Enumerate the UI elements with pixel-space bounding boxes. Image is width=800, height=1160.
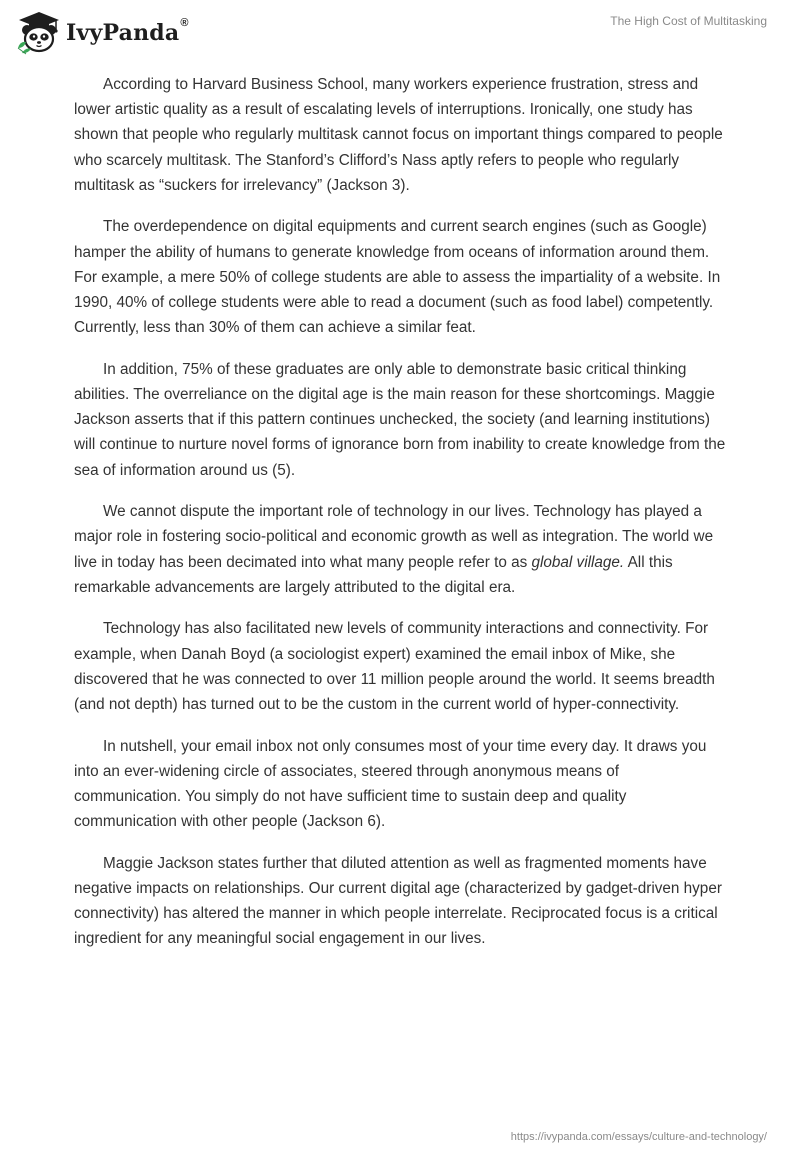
page-header	[0, 0, 800, 60]
paragraph-7: Maggie Jackson states further that diluted attention as well as fragmented moments have negative impacts on relationships. Our current digital age (characterized by gadget-driven hyper connectivity) has altered the manner in which people interrelate. Reciprocated focus is a critical ingredient for any meaningful social engagement in our lives.	[74, 854, 722, 948]
brand-name	[66, 17, 189, 46]
paragraph-2: The overdependence on digital equipments and current search engines (such as Google) hamper the ability of humans to generate knowledge from oceans of information around them. For example, a mere 50% of college students are able to assess the impartiality of a website. In 1990, 40% of college students were able to read a document (such as food label) competently. Currently, less than 30% of them can achieve a similar feat.	[74, 218, 721, 337]
paragraph-4-text-start: We cannot dispute the important role of technology in our lives. Technology has played a major role in fostering socio-political and economic growth as well as integration. The world we live in today has been decimated into what many people refer to as	[74, 503, 714, 571]
paragraph-3: In addition, 75% of these graduates are only able to demonstrate basic critical thinking abilities. The overreliance on the digital age is the main reason for these shortcomings. Maggie Jackson asserts that if this pattern continues unchecked, the society (and learning institutions) will continue to nurture novel forms of ignorance born from inability to create knowledge from the sea of information around us (5).	[74, 360, 726, 479]
registered-mark: ®	[180, 17, 189, 29]
paragraph-5: Technology has also facilitated new levels of community interactions and connectivity. For example, when Danah Boyd (a sociologist expert) examined the email inbox of Mike, she discovered that he was connected to over 11 million people around the world. It seems breadth (and not depth) has turned out to be the custom in the current world of hyper-connectivity.	[74, 620, 715, 714]
paragraph-1: According to Harvard Business School, many workers experience frustration, stress and lower artistic quality as a result of escalating levels of interruptions. Ironically, one study has shown that people who regularly multitask cannot focus on important things compared to people who scarcely multitask. The Stanford’s Clifford’s Nass aptly refers to people who regularly multitask as “suckers for irrelevancy” (Jackson 3).	[74, 76, 723, 194]
panda-graduate-icon	[14, 8, 64, 56]
essay-body	[74, 72, 726, 968]
source-url-link[interactable]: https://ivypanda.com/essays/culture-and-technology/	[510, 1131, 767, 1143]
ivypanda-logo[interactable]	[14, 8, 189, 56]
brand-label: IvyPanda	[66, 20, 180, 46]
paragraph-4-emphasis: global village.	[531, 553, 625, 571]
paragraph-4	[74, 499, 726, 600]
document-title: The High Cost of Multitasking	[610, 14, 767, 28]
paragraph-4-text-end: All this remarkable advancements are largely attributed to the digital era.	[74, 553, 673, 596]
paragraph-6: In nutshell, your email inbox not only consumes most of your time every day. It draws you into an ever-widening circle of associates, steered through anonymous means of communication. You simply do not have sufficient time to sustain deep and quality communication with other people (Jackson 6).	[74, 737, 707, 831]
